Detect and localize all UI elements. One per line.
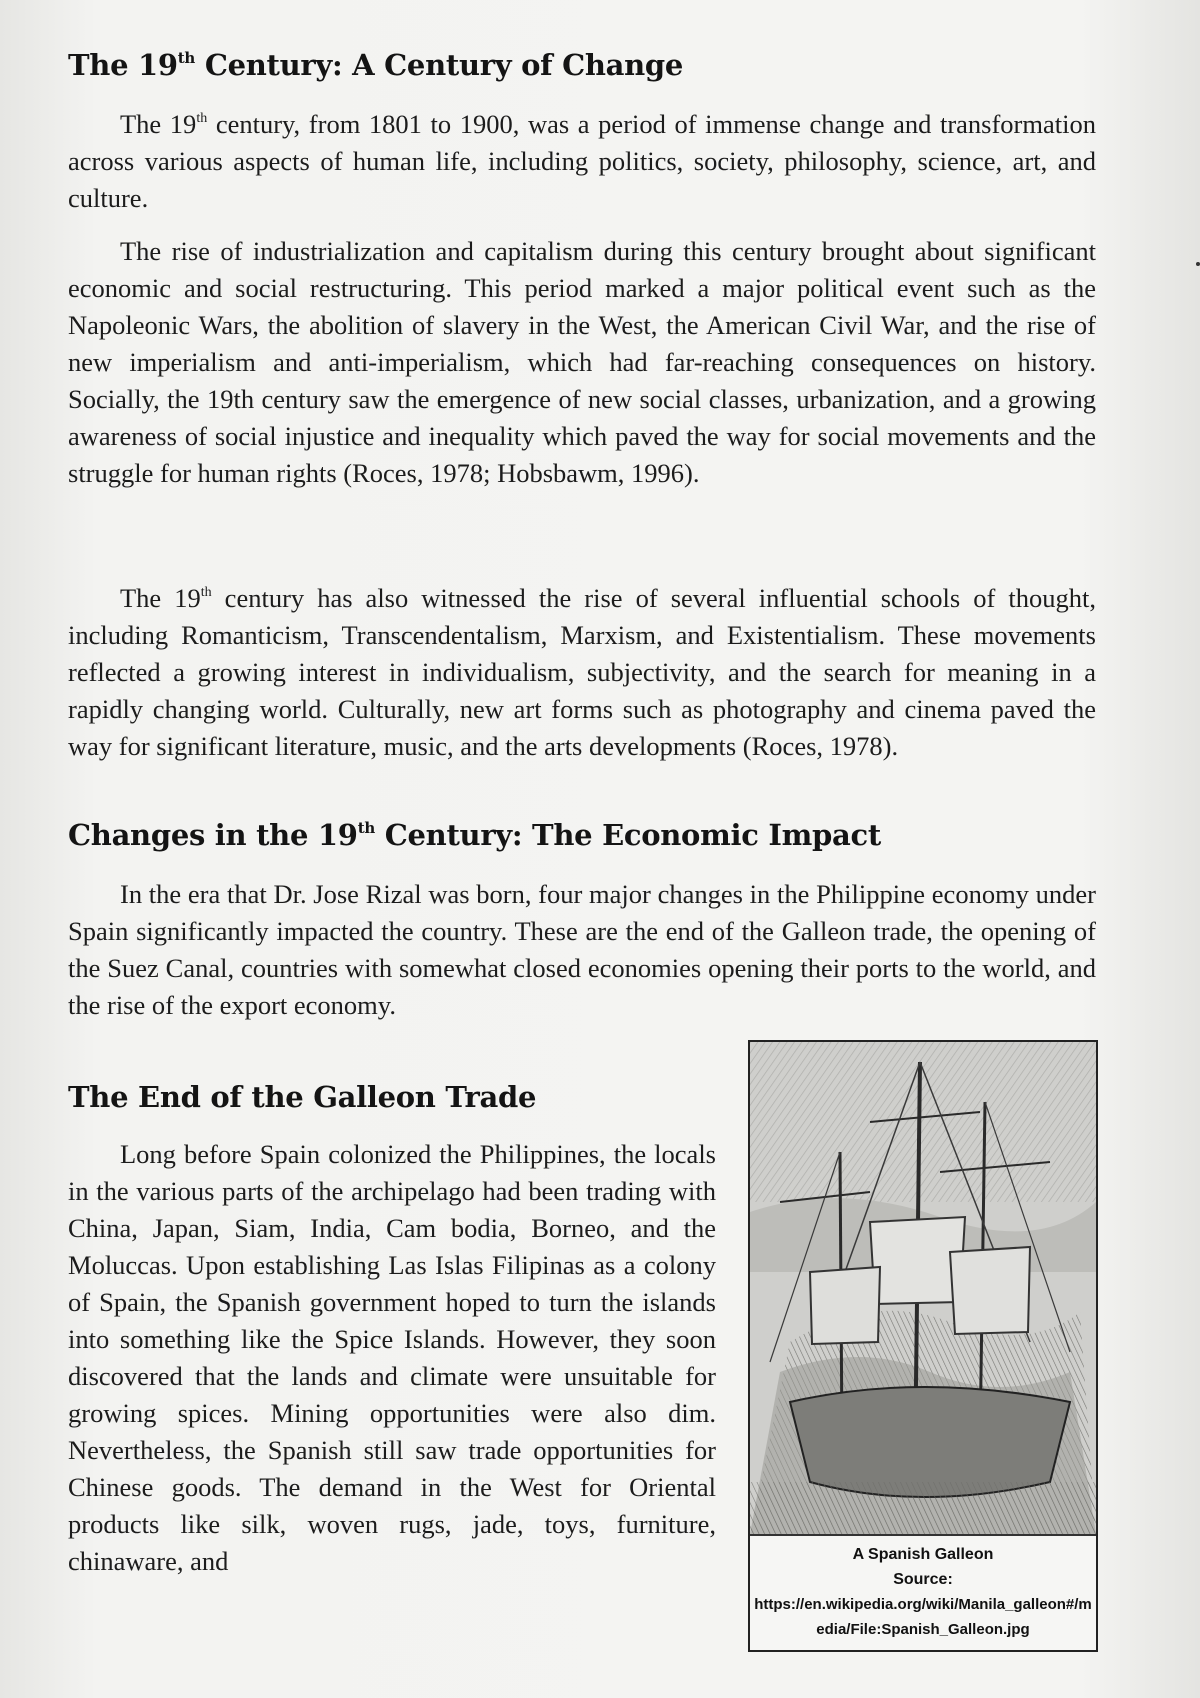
paragraph-text: The 19 [120,109,197,139]
paragraph-economic-changes: In the era that Dr. Jose Rizal was born, four major changes in the Philippine economy under Spain significantly impacted the country. These are the end of the Galleon trade, the opening of the Suez Canal, countries with somewhat closed economies opening their ports to the world, and the rise of the export economy. [68,879,1096,1020]
heading-text: Century: A Century of Change [195,48,684,82]
paragraph-galleon-trade: Long before Spain colonized the Philippines, the locals in the various parts of the archipelago had been trading with China, Japan, Siam, India, Cam bodia, Borneo, and the Moluccas. Upon establishing Las Islas Filipinas as a colony of Spain, the Spanish government hoped to turn the islands into something like the Spice Islands. However, they soon discovered that the lands and climate were unsuitable for growing spices. Mining opportunities were also dim. Nevertheless, the Spanish still saw trade opportunities for Chinese goods. The demand in the West for Oriental products like silk, woven rugs, jade, toys, furniture, chinaware, and [68,1139,716,1576]
galleon-illustration [750,1042,1096,1534]
caption-source-label: Source: [893,1571,953,1588]
paragraph-text: The 19 [120,583,201,613]
paragraph-superscript: th [196,111,208,126]
figure-caption [750,1542,1096,1642]
paragraph-schools-of-thought [68,580,1096,765]
section-heading-century-of-change [68,48,683,82]
heading-superscript: th [357,819,375,837]
paragraph-text: century has also witnessed the rise of several influential schools of thought, including Romanticism, Transcendentalism, Marxism, and Existentialism. These movements reflected a growing interest in individualism, subjectivity, and the search for meaning in a rapidly changing world. Culturally, new art forms such as photography and cinema paved the way for significant literature, music, and the arts developments (Roces, 1978). [68,583,1096,761]
paragraph-intro [68,106,1096,217]
heading-text: Century: The Economic Impact [374,818,881,852]
section-heading-galleon-trade: The End of the Galleon Trade [68,1080,537,1114]
heading-superscript: th [177,49,196,67]
galleon-figure [748,1040,1098,1652]
heading-text: The 19 [68,48,178,82]
caption-title: A Spanish Galleon [852,1546,994,1563]
paragraph-text: century, from 1801 to 1900, was a period of immense change and transformation across various aspects of human life, including politics, society, philosophy, science, art, and culture. [68,109,1096,213]
paragraph-industrialization: The rise of industrialization and capitalism during this century brought about significant economic and social restructuring. This period marked a major political event such as the Napoleonic Wars, the abolition of slavery in the West, the American Civil War, and the rise of new imperialism and anti-imperialism, which had far-reaching consequences on history. Socially, the 19th century saw the emergence of new social classes, urbanization, and a growing awareness of social injustice and inequality which paved the way for social movements and the struggle for human rights (Roces, 1978; Hobsbawm, 1996). [68,236,1096,488]
margin-mark [1196,262,1200,266]
caption-source-url: https://en.wikipedia.org/wiki/Manila_galleon#/media/File:Spanish_Galleon.jpg [754,1596,1092,1638]
spanish-galleon-image [750,1042,1096,1536]
paragraph-superscript: th [200,585,212,600]
section-heading-economic-impact [68,818,881,852]
heading-text: Changes in the 19 [68,818,358,852]
